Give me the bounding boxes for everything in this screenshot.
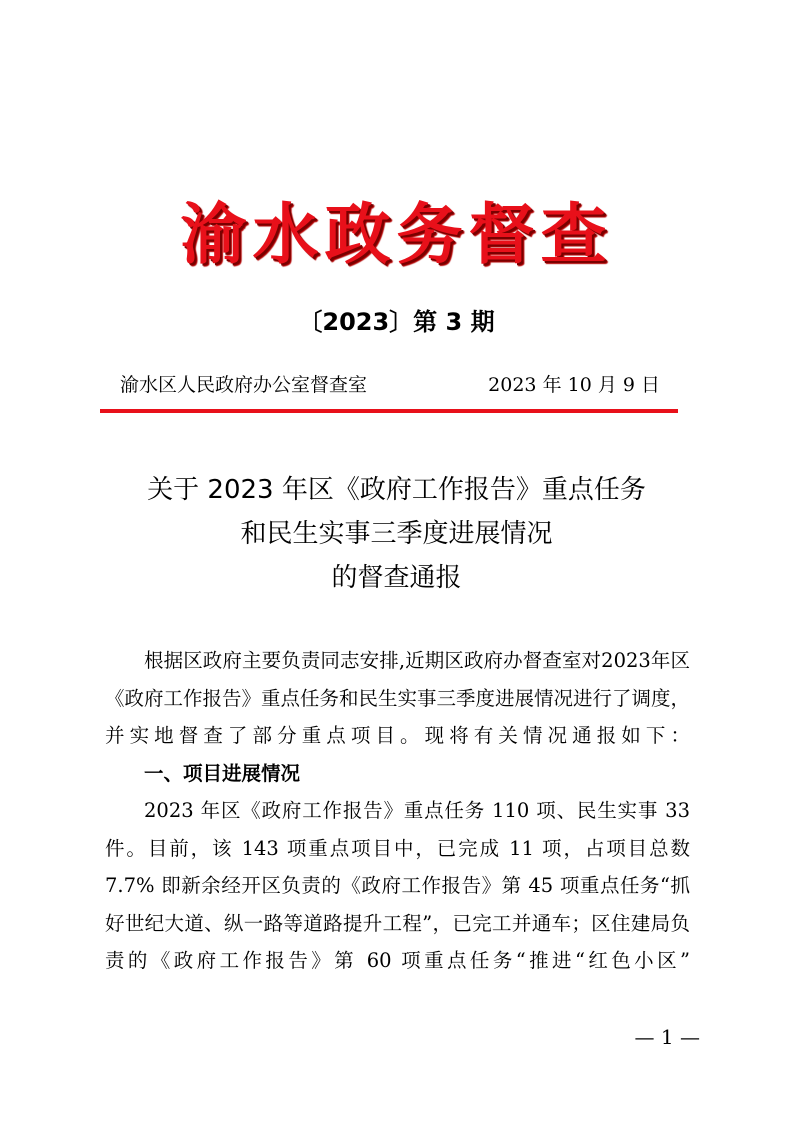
- red-divider-line: [100, 409, 678, 413]
- issuer-name: 渝水区人民政府办公室督查室: [120, 374, 368, 396]
- intro-paragraph: 根据区政府主要负责同志安排,近期区政府办督查室对2023年区《政府工作报告》重点任务和民生实事三季度进展情况进行了调度，并实地督查了部分重点项目。现将有关情况通报如下：: [105, 649, 691, 747]
- section-heading: 一、项目进展情况: [144, 761, 301, 785]
- document-title-line-1: 关于 2023 年区《政府工作报告》重点任务: [147, 475, 646, 505]
- page-number: — 1 —: [634, 1025, 700, 1049]
- masthead-title: 渝水政务督查: [180, 196, 613, 273]
- issue-number: 〔2023〕第 3 期: [298, 308, 495, 336]
- issuer-row: [120, 370, 660, 400]
- issue-date: 2023 年 10 月 9 日: [488, 374, 660, 396]
- document-title: [60, 468, 733, 600]
- document-body: [105, 642, 690, 980]
- document-title-line-2: 和民生实事三季度进展情况: [240, 519, 553, 549]
- document-title-line-3: 的督查通报: [331, 563, 462, 593]
- section-paragraph: 2023 年区《政府工作报告》重点任务 110 项、民生实事 33 件。目前，该 143 项重点项目中，已完成 11 项，占项目总数 7.7% 即新余经开区负责的《政府工作报告》第 45 项重点任务“抓好世纪大道、纵一路等道路提升工程”，已完工并通车；区住建局负责的《政府工作报告》第 60 项重点任务“推进“红色小区”: [105, 799, 690, 972]
